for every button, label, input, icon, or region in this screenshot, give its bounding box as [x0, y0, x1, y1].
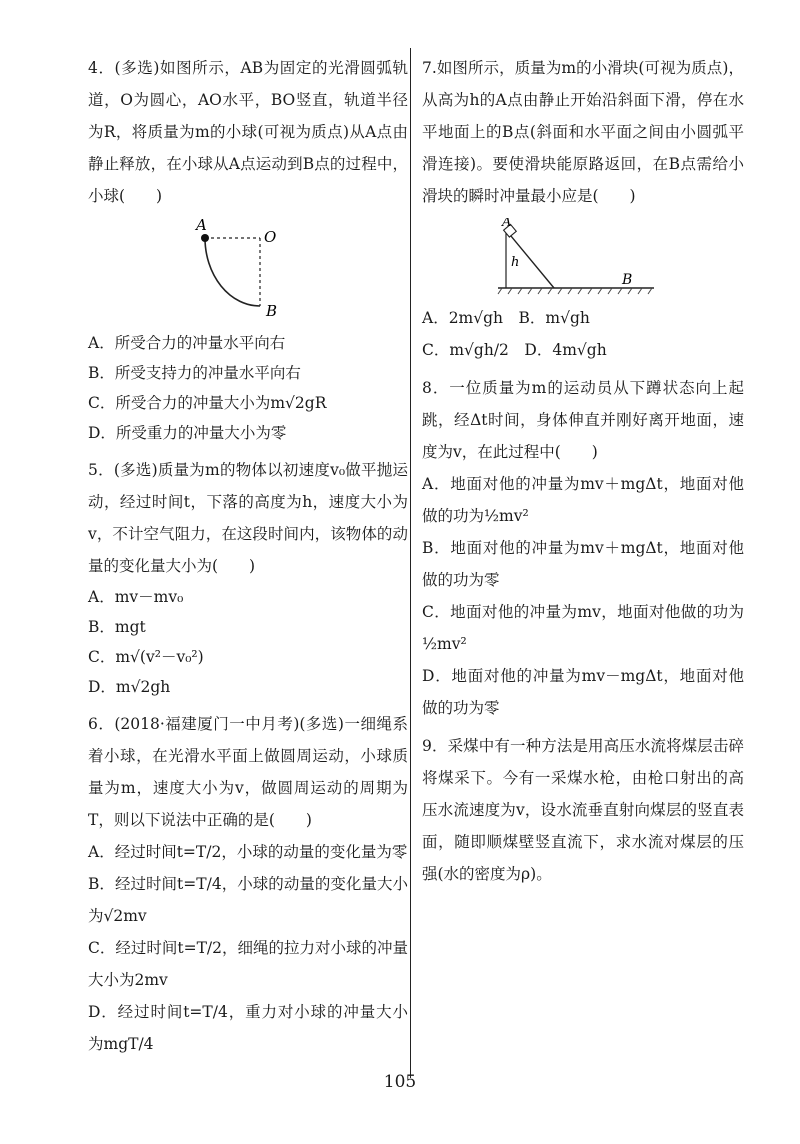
- label-b: B: [266, 302, 278, 320]
- right-column: [422, 52, 744, 890]
- question-5-option-c: C．m√(v²－v₀²): [88, 648, 204, 666]
- ground-hatching: [498, 288, 652, 294]
- question-8-option-d: D．地面对他的冲量为mv－mgΔt，地面对他做的功为零: [422, 667, 744, 717]
- question-6-option-a: A．经过时间t=T/2，小球的动量的变化量为零: [88, 843, 408, 861]
- label-b: B: [622, 272, 633, 288]
- question-4-option-d: D．所受重力的冲量大小为零: [88, 424, 287, 442]
- question-5-option-d: D．m√2gh: [88, 678, 171, 696]
- question-8-stem: 8．一位质量为m的运动员从下蹲状态向上起跳，经Δt时间，身体伸直并刚好离开地面，速度为v，在此过程中( ): [422, 379, 744, 461]
- question-9-stem: 9．采煤中有一种方法是用高压水流将煤层击碎将煤采下。今有一采煤水枪，由枪口射出的高压水流速度为v，设水流垂直射向煤层的竖直表面，随即顺煤壁竖直流下，求水流对煤层的压强(水的密度为ρ)。: [422, 737, 744, 883]
- question-5-option-a: A．mv－mv₀: [88, 588, 184, 606]
- label-a: A: [196, 218, 207, 234]
- arc-track-diagram: [88, 218, 408, 328]
- label-o: O: [264, 228, 277, 246]
- question-5-stem: 5．(多选)质量为m的物体以初速度v₀做平抛运动，经过时间t，下落的高度为h，速度大小为v，不计空气阻力，在这段时间内，该物体的动量的变化量大小为( ): [88, 461, 408, 575]
- page-number: 105: [383, 1072, 417, 1092]
- question-6-option-c: C．经过时间t=T/2，细绳的拉力对小球的冲量大小为2mv: [88, 939, 408, 989]
- question-7-stem: 7.如图所示，质量为m的小滑块(可视为质点)，从高为h的A点由静止开始沿斜面下滑，停在水平地面上的B点(斜面和水平面之间由小圆弧平滑连接)。要使滑块能原路返回，在B点需给小滑块的瞬时冲量最小应是( ): [422, 59, 744, 205]
- question-4-option-c: C．所受合力的冲量大小为m√2gR: [88, 394, 327, 412]
- question-4-figure: [88, 218, 408, 328]
- question-6-option-b: B．经过时间t=T/4，小球的动量的变化量大小为√2mv: [88, 875, 408, 925]
- question-7-figure: [422, 218, 744, 302]
- question-4-stem: 4．(多选)如图所示，AB为固定的光滑圆弧轨道，O为圆心，AO水平，BO竖直，轨道半径为R，将质量为m的小球(可视为质点)从A点由静止释放，在小球从A点运动到B点的过程中，小球( ): [88, 59, 408, 205]
- left-column: [88, 52, 408, 1060]
- question-8-option-b: B．地面对他的冲量为mv＋mgΔt，地面对他做的功为零: [422, 539, 744, 589]
- question-7-option-cd: C．m√gh/2 D．4m√gh: [422, 341, 607, 359]
- question-7-option-ab: A．2m√gh B．m√gh: [422, 309, 590, 327]
- label-a: A: [502, 218, 512, 230]
- arc-track: [205, 238, 260, 306]
- incline-diagram: [422, 218, 744, 302]
- column-divider: [410, 48, 411, 1078]
- question-8-option-c: C．地面对他的冲量为mv，地面对他做的功为½mv²: [422, 603, 744, 653]
- question-4-option-a: A．所受合力的冲量水平向右: [88, 334, 286, 352]
- ball: [201, 234, 209, 242]
- question-6-stem: 6．(2018·福建厦门一中月考)(多选)一细绳系着小球，在光滑水平面上做圆周运动，小球质量为m，速度大小为v，做圆周运动的周期为T，则以下说法中正确的是( ): [88, 715, 408, 829]
- question-6-option-d: D．经过时间t=T/4，重力对小球的冲量大小为mgT/4: [88, 1003, 408, 1053]
- question-8-option-a: A．地面对他的冲量为mv＋mgΔt，地面对他做的功为½mv²: [422, 475, 744, 525]
- question-4-option-b: B．所受支持力的冲量水平向右: [88, 364, 301, 382]
- label-h: h: [511, 255, 520, 270]
- question-5-option-b: B．mgt: [88, 618, 146, 636]
